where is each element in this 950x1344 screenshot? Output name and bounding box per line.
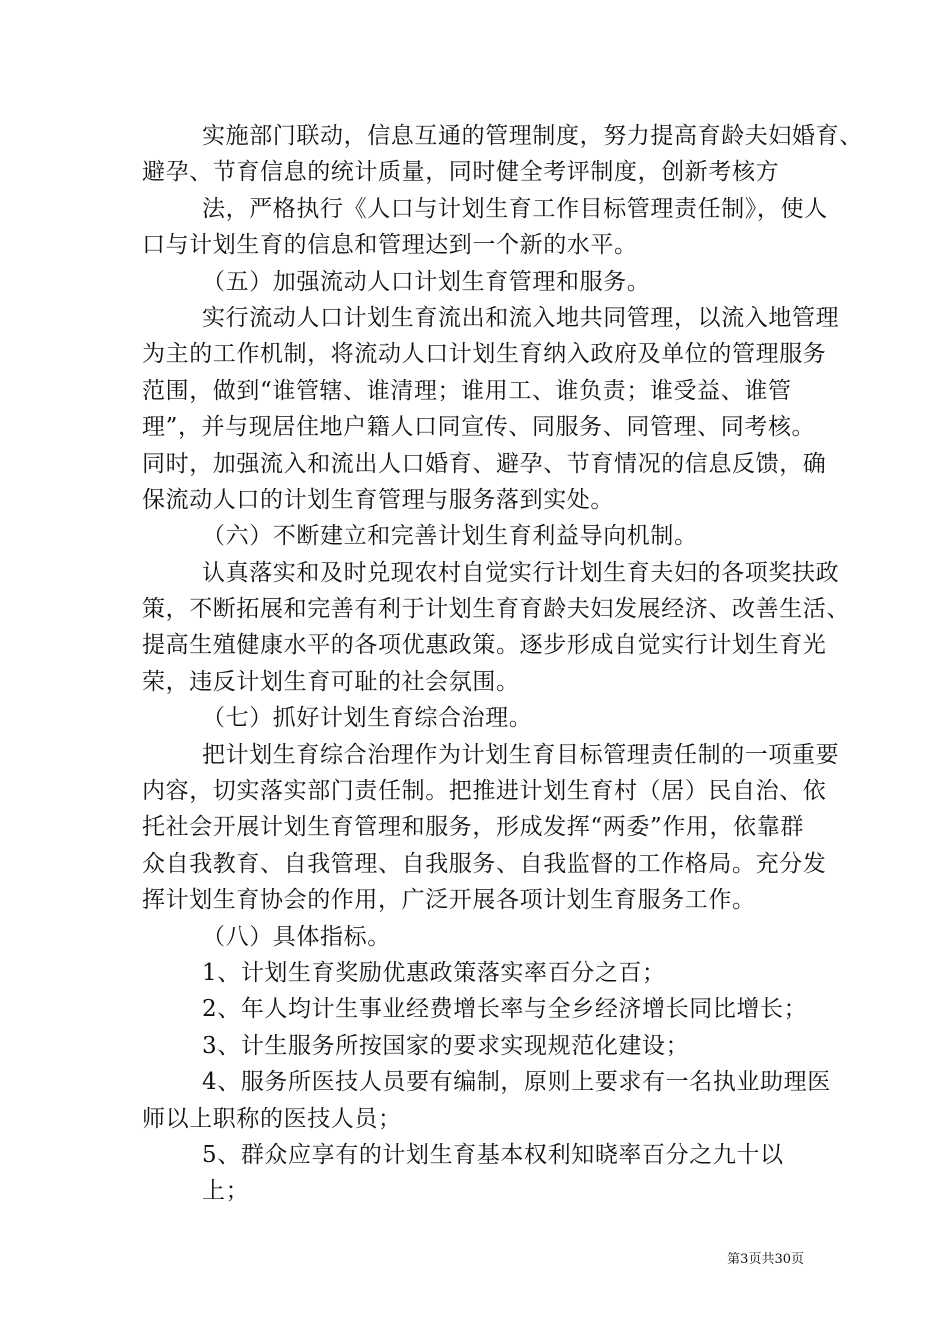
- text-line: 认真落实和及时兑现农村自觉实行计划生育夫妇的各项奖扶政: [202, 559, 840, 586]
- text-line: 法，严格执行《人口与计划生育工作目标管理责任制》，使人: [202, 195, 828, 222]
- text-line: 理”，并与现居住地户籍人口同宣传、同服务、同管理、同考核。: [142, 414, 816, 441]
- text-line: 上；: [202, 1178, 250, 1205]
- text-line: 众自我教育、自我管理、自我服务、自我监督的工作格局。充分发: [142, 850, 827, 877]
- text-line: 避孕、节育信息的统计质量，同时健全考评制度，创新考核方: [142, 159, 780, 186]
- text-line: 范围，做到“谁管辖、谁清理；谁用工、谁负责；谁受益、谁管: [142, 377, 792, 404]
- section-heading: （五）加强流动人口计划生育管理和服务。: [202, 268, 651, 295]
- section-heading: （六）不断建立和完善计划生育利益导向机制。: [202, 523, 698, 550]
- text-line: 实行流动人口计划生育流出和流入地共同管理，以流入地管理: [202, 304, 840, 331]
- list-item: 1、计划生育奖励优惠政策落实率百分之百；: [202, 959, 666, 986]
- list-item: 2、年人均计生事业经费增长率与全乡经济增长同比增长；: [202, 996, 808, 1023]
- document-body: [142, 118, 863, 1210]
- text-line: 把计划生育综合治理作为计划生育目标管理责任制的一项重要: [202, 741, 840, 768]
- text-line: 托社会开展计划生育管理和服务，形成发挥“两委”作用，依靠群: [142, 814, 804, 841]
- text-line: 荣，违反计划生育可耻的社会氛围。: [142, 668, 520, 695]
- text-line: 保流动人口的计划生育管理与服务落到实处。: [142, 486, 614, 513]
- text-line: 同时，加强流入和流出人口婚育、避孕、节育情况的信息反馈，确: [142, 450, 827, 477]
- list-item: 4、服务所医技人员要有编制，原则上要求有一名执业助理医: [202, 1069, 831, 1096]
- text-line: 口与计划生育的信息和管理达到一个新的水平。: [142, 232, 638, 259]
- list-item: 3、计生服务所按国家的要求实现规范化建设；: [202, 1032, 690, 1059]
- text-line: 师以上职称的医技人员；: [142, 1105, 402, 1132]
- text-line: 提高生殖健康水平的各项优惠政策。逐步形成自觉实行计划生育光: [142, 632, 827, 659]
- text-line: 为主的工作机制，将流动人口计划生育纳入政府及单位的管理服务: [142, 341, 827, 368]
- text-line: 内容，切实落实部门责任制。把推进计划生育村（居）民自治、依: [142, 778, 827, 805]
- section-heading: （七）抓好计划生育综合治理。: [202, 705, 533, 732]
- page-number: 第3页共30页: [727, 1252, 804, 1267]
- text-line: 实施部门联动，信息互通的管理制度，努力提高育龄夫妇婚育、: [202, 123, 863, 149]
- section-heading: （八）具体指标。: [202, 923, 391, 950]
- text-line: 挥计划生育协会的作用，广泛开展各项计划生育服务工作。: [142, 887, 756, 914]
- list-item: 5、群众应享有的计划生育基本权利知晓率百分之九十以: [202, 1141, 784, 1168]
- text-line: 策，不断拓展和完善有利于计划生育育龄夫妇发展经济、改善生活、: [142, 596, 850, 623]
